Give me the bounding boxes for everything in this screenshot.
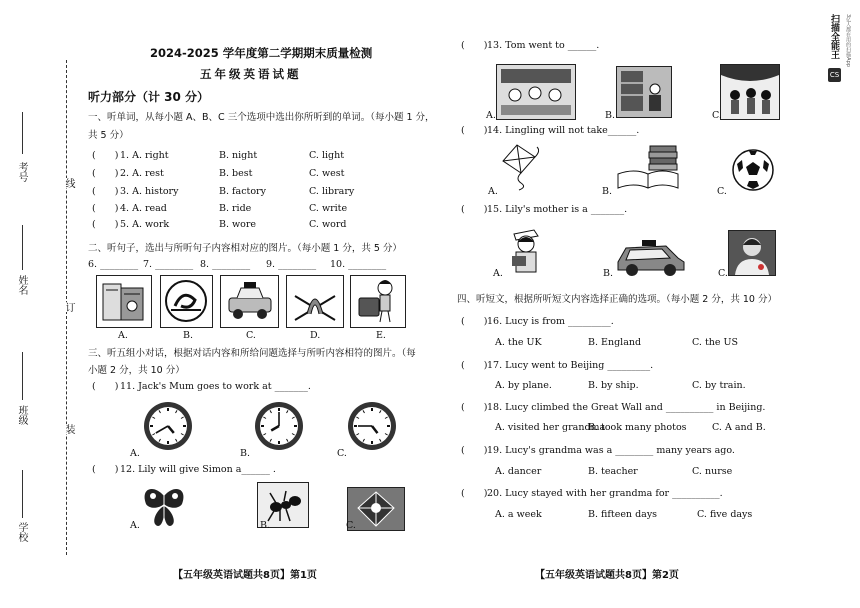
option-a: A. a week	[495, 509, 542, 520]
answer-paren[interactable]: ( )	[461, 204, 488, 215]
answer-paren[interactable]: ( )	[92, 219, 119, 230]
option-a: 5. A. work	[120, 219, 170, 230]
scanner-logo-icon: CS	[828, 68, 841, 82]
party-image	[720, 64, 780, 120]
item-label-c: C.	[717, 186, 727, 197]
answer-paren[interactable]: ( )	[92, 150, 119, 161]
margin-label-school: 学校	[16, 522, 27, 542]
question-19: 19. Lucy's grandma was a ________ many years ago.	[487, 445, 735, 456]
pic-label-e: E.	[376, 330, 386, 341]
option-c: C. write	[309, 203, 348, 214]
option-a: 3. A. history	[120, 186, 179, 197]
answer-blank-8[interactable]: 8. ________	[200, 259, 251, 270]
answer-paren[interactable]: ( )	[461, 445, 488, 456]
part4-instruction: 四、听短文，根据所听短文内容选择正确的选项。（每小题 2 分，共 10 分）	[457, 294, 777, 305]
option-b: B. ride	[219, 203, 252, 214]
gift-label-a: A.	[130, 520, 140, 531]
answer-paren[interactable]: ( )	[461, 125, 488, 136]
question-13: 13. Tom went to ______.	[487, 40, 600, 51]
margin-label-name: 姓名	[16, 275, 27, 295]
margin-label-class: 班级	[16, 405, 27, 425]
option-c: C. the US	[692, 337, 739, 348]
astronaut-image	[728, 230, 776, 276]
pic-label-a: A.	[118, 330, 128, 341]
option-c: C. by train.	[692, 380, 746, 391]
nurse-image	[504, 226, 550, 276]
answer-blank-10[interactable]: 10. ________	[330, 259, 387, 270]
option-a: A. visited her grandma	[495, 422, 606, 433]
gift-label-b: B.	[260, 520, 271, 531]
part1-instruction: 一、听单词，从每小题 A、B、C 三个选项中选出你所听到的单词。（每小题 1 分，	[88, 112, 435, 123]
question-17: 17. Lucy went to Beijing _________.	[487, 360, 654, 371]
answer-paren[interactable]: ( )	[461, 402, 488, 413]
option-a: A. dancer	[495, 466, 542, 477]
part2-instruction: 二、听句子，选出与所听句子内容相对应的图片。（每小题 1 分，共 5 分）	[88, 243, 402, 254]
gift-label-c: C.	[346, 520, 356, 531]
football-image	[731, 148, 775, 192]
option-b: B. fifteen days	[588, 509, 658, 520]
butterfly-image	[140, 484, 188, 530]
part1-instruction-2: 共 5 分）	[88, 130, 129, 141]
place-label-a: A.	[486, 110, 496, 121]
clock-label-b: B.	[240, 448, 251, 459]
clock-c	[346, 399, 398, 453]
pic-label-b: B.	[183, 330, 194, 341]
part3-instruction: 三、听五组小对话，根据对话内容和所给问题选择与所听内容相符的图片。（每	[88, 348, 416, 359]
answer-blank-7[interactable]: 7. ________	[143, 259, 194, 270]
job-label-c: C.	[718, 268, 728, 279]
option-c: C. five days	[697, 509, 753, 520]
answer-paren[interactable]: ( )	[92, 186, 119, 197]
campfire-image	[286, 275, 344, 328]
scanner-app-name: 扫描全能王	[829, 14, 839, 59]
option-a: A. the UK	[495, 337, 542, 348]
part3-instruction-2: 小题 2 分，共 10 分）	[88, 365, 185, 376]
job-label-a: A.	[493, 268, 503, 279]
option-c: C. nurse	[692, 466, 733, 477]
margin-underline	[22, 112, 23, 154]
option-b: B. night	[219, 150, 258, 161]
section-listening: 听力部分（计 30 分）	[88, 90, 210, 104]
question-12: 12. Lily will give Simon a______ .	[120, 464, 276, 475]
pic-label-d: D.	[310, 330, 321, 341]
option-a: 2. A. rest	[120, 168, 164, 179]
margin-label-line: 线	[63, 178, 74, 188]
library-image	[616, 66, 672, 118]
margin-label-seal: 装	[63, 424, 74, 434]
question-15: 15. Lily's mother is a _______.	[487, 204, 628, 215]
taxi-image	[612, 236, 688, 278]
footer-page-2: 【五年级英语试题共8页】第2页	[535, 570, 679, 581]
option-b: B. by ship.	[588, 380, 639, 391]
job-label-b: B.	[603, 268, 614, 279]
margin-underline	[22, 225, 23, 270]
question-11: 11. Jack's Mum goes to work at _______.	[120, 381, 311, 392]
question-18: 18. Lucy climbed the Great Wall and __________ in Beijing.	[487, 402, 766, 413]
option-a: 4. A. read	[120, 203, 167, 214]
question-14: 14. Lingling will not take______.	[487, 125, 640, 136]
answer-paren[interactable]: ( )	[92, 464, 119, 475]
snail-image	[160, 275, 213, 328]
item-label-b: B.	[602, 186, 613, 197]
margin-label-bind: 订	[63, 302, 74, 312]
option-c: C. library	[309, 186, 355, 197]
classroom-image	[496, 64, 576, 120]
scanner-tagline: 3亿人都在用的扫描App	[845, 14, 851, 67]
option-b: B. took many photos	[588, 422, 687, 433]
books-image	[616, 144, 680, 192]
footer-page-1: 【五年级英语试题共8页】第1页	[173, 570, 317, 581]
answer-paren[interactable]: ( )	[461, 360, 488, 371]
girl-suitcase-image	[350, 275, 406, 328]
option-c: C. light	[309, 150, 345, 161]
books-image	[96, 275, 152, 328]
exam-title: 2024-2025 学年度第二学期期末质量检测	[150, 46, 373, 60]
option-b: B. wore	[219, 219, 257, 230]
option-b: B. factory	[219, 186, 266, 197]
option-c: C. west	[309, 168, 345, 179]
clock-label-c: C.	[337, 448, 347, 459]
answer-blank-6[interactable]: 6. ________	[88, 259, 139, 270]
clock-b	[253, 399, 305, 453]
clock-a	[142, 399, 194, 453]
option-c: C. A and B.	[712, 422, 766, 433]
question-16: 16. Lucy is from _________.	[487, 316, 614, 327]
answer-paren[interactable]: ( )	[92, 203, 119, 214]
place-label-c: C.	[712, 110, 722, 121]
answer-paren[interactable]: ( )	[92, 381, 119, 392]
place-label-b: B.	[605, 110, 616, 121]
option-a: 1. A. right	[120, 150, 169, 161]
answer-paren[interactable]: ( )	[92, 168, 119, 179]
kite-image	[497, 143, 543, 191]
answer-blank-9[interactable]: 9. ________	[266, 259, 317, 270]
option-b: B. teacher	[588, 466, 638, 477]
option-c: C. word	[309, 219, 347, 230]
clock-label-a: A.	[130, 448, 140, 459]
item-label-a: A.	[488, 186, 498, 197]
margin-underline	[22, 352, 23, 400]
taxi-image	[220, 275, 279, 328]
option-b: B. best	[219, 168, 253, 179]
answer-paren[interactable]: ( )	[461, 488, 488, 499]
margin-underline	[22, 470, 23, 518]
option-b: B. England	[588, 337, 642, 348]
question-20: 20. Lucy stayed with her grandma for __________.	[487, 488, 723, 499]
margin-label-exam-no: 考号	[16, 162, 27, 182]
option-a: A. by plane.	[495, 380, 552, 391]
answer-paren[interactable]: ( )	[461, 40, 488, 51]
exam-subtitle: 五年级英语试题	[200, 67, 302, 81]
answer-paren[interactable]: ( )	[461, 316, 488, 327]
pic-label-c: C.	[246, 330, 256, 341]
